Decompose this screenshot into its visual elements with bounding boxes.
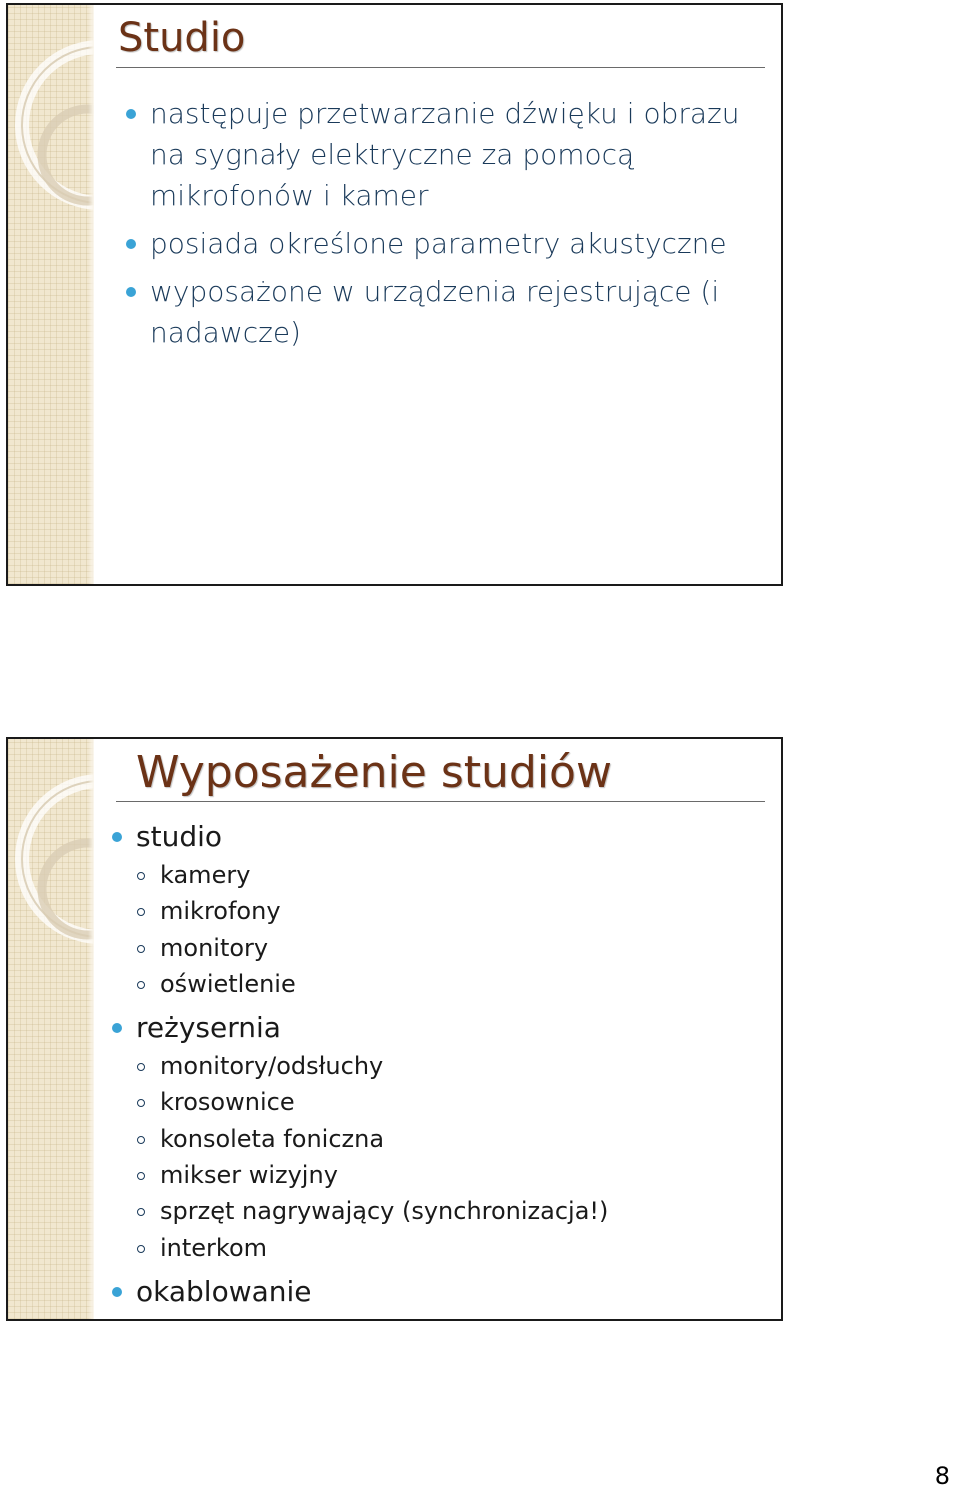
- ring-bullet-icon: [137, 1172, 145, 1180]
- sub-list-item: mikrofony: [136, 893, 762, 929]
- slide-2: [6, 737, 783, 1321]
- sub-list: [136, 1048, 762, 1266]
- ring-bullet-icon: [137, 1208, 145, 1216]
- ring-bullet-icon: [137, 1136, 145, 1144]
- title-divider: [116, 801, 765, 802]
- sub-list-item: oświetlenie: [136, 966, 762, 1002]
- list-item-okablowanie: okablowanie: [112, 1272, 762, 1312]
- ring-bullet-icon: [137, 981, 145, 989]
- bullet-icon: [112, 1023, 122, 1033]
- bullet-icon: [126, 287, 136, 297]
- decorative-sidebar: [8, 5, 94, 584]
- sub-list-item: interkom: [136, 1230, 762, 1266]
- slide-1: [6, 3, 783, 586]
- ring-bullet-icon: [137, 945, 145, 953]
- sub-list-item: konsoleta foniczna: [136, 1121, 762, 1157]
- list-item: następuje przetwarzanie dźwięku i obrazu na sygnały elektryczne za pomocą mikrofonów i kamer: [126, 93, 766, 216]
- bullet-icon: [112, 832, 122, 842]
- equipment-list: [112, 817, 762, 1312]
- sub-list-item: monitory/odsłuchy: [136, 1048, 762, 1084]
- decorative-circles-icon: [8, 5, 94, 245]
- decorative-circles-icon: [8, 739, 94, 979]
- bullet-list: [126, 93, 766, 360]
- list-item: posiada określone parametry akustyczne: [126, 223, 766, 264]
- decorative-sidebar: [8, 739, 94, 1319]
- bullet-icon: [126, 109, 136, 119]
- list-item: wyposażone w urządzenia rejestrujące (i nadawcze): [126, 271, 766, 353]
- sub-list-item: monitory: [136, 930, 762, 966]
- page-number: 8: [934, 1462, 950, 1490]
- title-divider: [116, 67, 765, 68]
- sub-list-item: sprzęt nagrywający (synchronizacja!): [136, 1193, 762, 1229]
- ring-bullet-icon: [137, 908, 145, 916]
- bullet-icon: [126, 239, 136, 249]
- slide-title: Wyposażenie studiów: [136, 747, 612, 798]
- list-item-studio: studio kamery mikrofony monitory oświetlenie: [112, 817, 762, 1002]
- ring-bullet-icon: [137, 1063, 145, 1071]
- ring-bullet-icon: [137, 1245, 145, 1253]
- slide-title: Studio: [118, 15, 246, 61]
- sub-list-item: kamery: [136, 857, 762, 893]
- sub-list-item: krosownice: [136, 1084, 762, 1120]
- ring-bullet-icon: [137, 872, 145, 880]
- sub-list: [136, 857, 762, 1002]
- bullet-icon: [112, 1287, 122, 1297]
- ring-bullet-icon: [137, 1099, 145, 1107]
- list-item-rezysernia: reżysernia monitory/odsłuchy krosownice konsoleta foniczna mikser wizyjny sprzęt nagrywający (synchronizacja!) interkom: [112, 1008, 762, 1266]
- sub-list-item: mikser wizyjny: [136, 1157, 762, 1193]
